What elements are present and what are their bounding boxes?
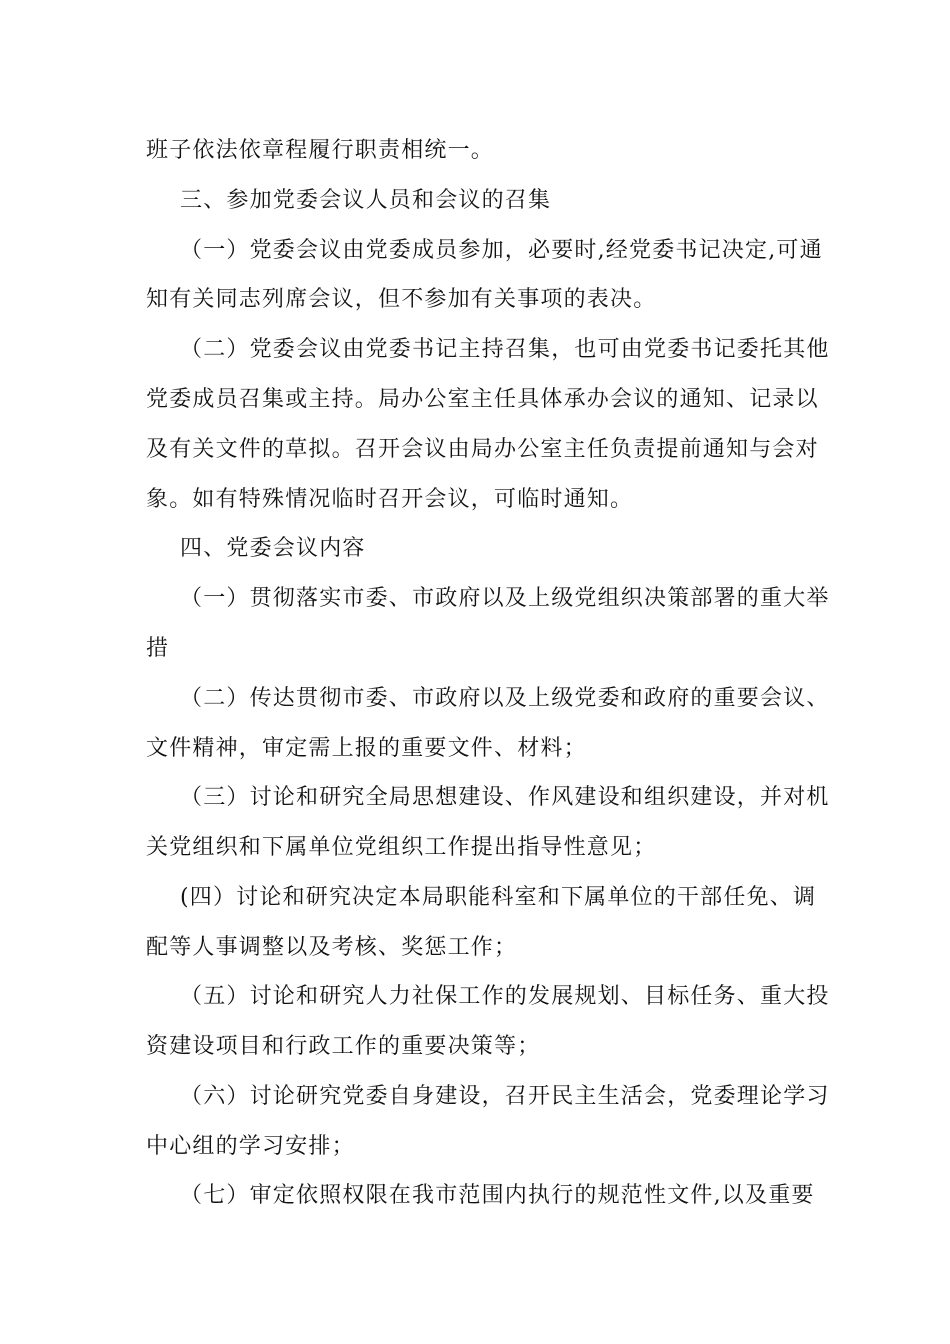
paragraph-line: （二）传达贯彻市委、市政府以及上级党委和政府的重要会议、: [180, 686, 830, 711]
paragraph-line: （六）讨论研究党委自身建设，召开民主生活会，党委理论学习: [180, 1084, 830, 1109]
paragraph-line: （三）讨论和研究全局思想建设、作风建设和组织建设，并对机: [180, 785, 830, 810]
paragraph-line: 配等人事调整以及考核、奖惩工作；: [146, 935, 518, 960]
paragraph-line: 党委成员召集或主持。局办公室主任具体承办会议的通知、记录以: [146, 387, 819, 412]
paragraph-line: 知有关同志列席会议，但不参加有关事项的表决。: [146, 287, 657, 312]
paragraph-line: 及有关文件的草拟。召开会议由局办公室主任负责提前通知与会对: [146, 437, 819, 462]
paragraph-line: 措: [146, 636, 170, 661]
paragraph-line: （一）党委会议由党委成员参加，必要时,经党委书记决定,可通: [180, 238, 823, 263]
paragraph-line: （一）贯彻落实市委、市政府以及上级党组织决策部署的重大举: [180, 586, 830, 611]
paragraph-line: (四）讨论和研究决定本局职能科室和下属单位的干部任免、调: [180, 885, 817, 910]
paragraph-line: 中心组的学习安排；: [146, 1134, 355, 1159]
section-heading: 三、参加党委会议人员和会议的召集: [180, 188, 552, 213]
paragraph-line: 班子依法依章程履行职责相统一。: [146, 138, 495, 163]
paragraph-line: 关党组织和下属单位党组织工作提出指导性意见；: [146, 835, 657, 860]
paragraph-line: （二）党委会议由党委书记主持召集，也可由党委书记委托其他: [180, 337, 830, 362]
paragraph-line: （五）讨论和研究人力社保工作的发展规划、目标任务、重大投: [180, 984, 830, 1009]
paragraph-line: 文件精神，审定需上报的重要文件、材料；: [146, 736, 587, 761]
section-heading: 四、党委会议内容: [180, 536, 366, 561]
paragraph-line: （七）审定依照权限在我市范围内执行的规范性文件,以及重要: [180, 1183, 815, 1208]
paragraph-line: 资建设项目和行政工作的重要决策等；: [146, 1034, 541, 1059]
paragraph-line: 象。如有特殊情况临时召开会议，可临时通知。: [146, 487, 634, 512]
